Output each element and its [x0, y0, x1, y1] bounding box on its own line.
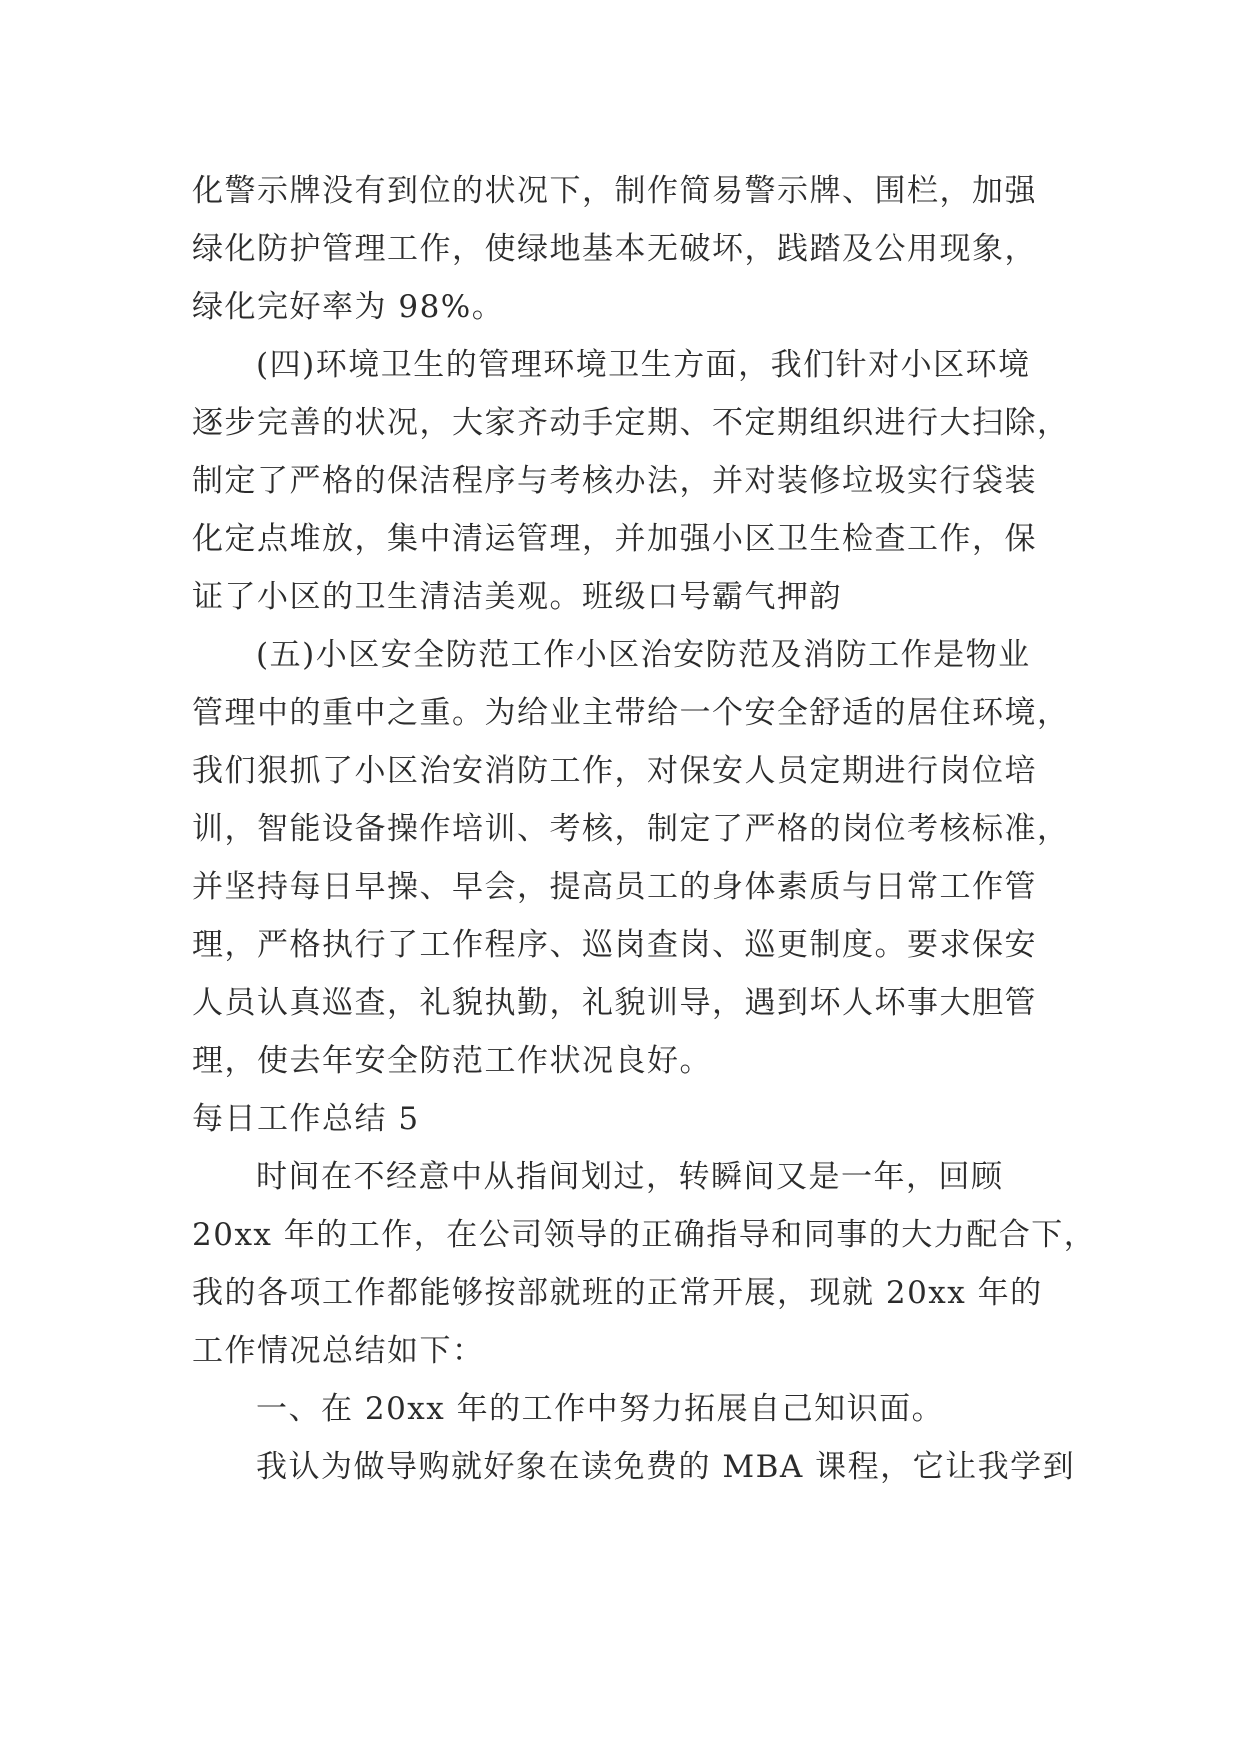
section-title-text: 每日工作总结 5: [192, 1101, 420, 1137]
paragraph-environment-hygiene: [192, 336, 1070, 626]
text-line: 证了小区的卫生清洁美观。班级口号霸气押韵: [192, 579, 842, 615]
text-line: 逐步完善的状况，大家齐动手定期、不定期组织进行大扫除，: [192, 405, 1070, 441]
text-line: 制定了严格的保洁程序与考核办法，并对装修垃圾实行袋装: [192, 463, 1037, 499]
paragraph-safety: [192, 626, 1070, 1090]
text-line: 化警示牌没有到位的状况下，制作简易警示牌、围栏，加强: [192, 173, 1037, 209]
text-line: 化定点堆放，集中清运管理，并加强小区卫生检查工作，保: [192, 521, 1037, 557]
paragraph-mba: [192, 1438, 1076, 1496]
text-line: 并坚持每日早操、早会，提高员工的身体素质与日常工作管: [192, 869, 1037, 905]
text-line: 理，严格执行了工作程序、巡岗查岗、巡更制度。要求保安: [192, 927, 1037, 963]
text-line: 我们狠抓了小区治安消防工作，对保安人员定期进行岗位培: [192, 753, 1037, 789]
text-line: 20xx 年的工作，在公司领导的正确指导和同事的大力配合下，: [192, 1217, 1097, 1253]
text-line: 工作情况总结如下：: [192, 1333, 485, 1369]
text-line: 一、在 20xx 年的工作中努力拓展自己知识面。: [256, 1391, 945, 1427]
text-line: 人员认真巡查，礼貌执勤，礼貌训导，遇到坏人坏事大胆管: [192, 985, 1037, 1021]
paragraph-intro: [192, 1148, 1097, 1380]
text-line: 我认为做导购就好象在读免费的 MBA 课程，它让我学到: [256, 1449, 1076, 1485]
text-line: (五)小区安全防范工作小区治安防范及消防工作是物业: [256, 637, 1031, 673]
text-line: 时间在不经意中从指间划过，转瞬间又是一年，回顾: [256, 1159, 1004, 1195]
text-line: 管理中的重中之重。为给业主带给一个安全舒适的居住环境，: [192, 695, 1070, 731]
paragraph-point-one: [192, 1380, 1062, 1438]
paragraph-greening: [192, 162, 1062, 336]
text-line: (四)环境卫生的管理环境卫生方面，我们针对小区环境: [256, 347, 1031, 383]
text-line: 训，智能设备操作培训、考核，制定了严格的岗位考核标准，: [192, 811, 1070, 847]
text-line: 理，使去年安全防范工作状况良好。: [192, 1043, 712, 1079]
text-line: 绿化防护管理工作，使绿地基本无破坏，践踏及公用现象，: [192, 231, 1037, 267]
text-line: 绿化完好率为 98%。: [192, 289, 505, 325]
section-title: [192, 1090, 1062, 1148]
document-body: [192, 162, 1097, 1496]
text-line: 我的各项工作都能够按部就班的正常开展，现就 20xx 年的: [192, 1275, 1043, 1311]
